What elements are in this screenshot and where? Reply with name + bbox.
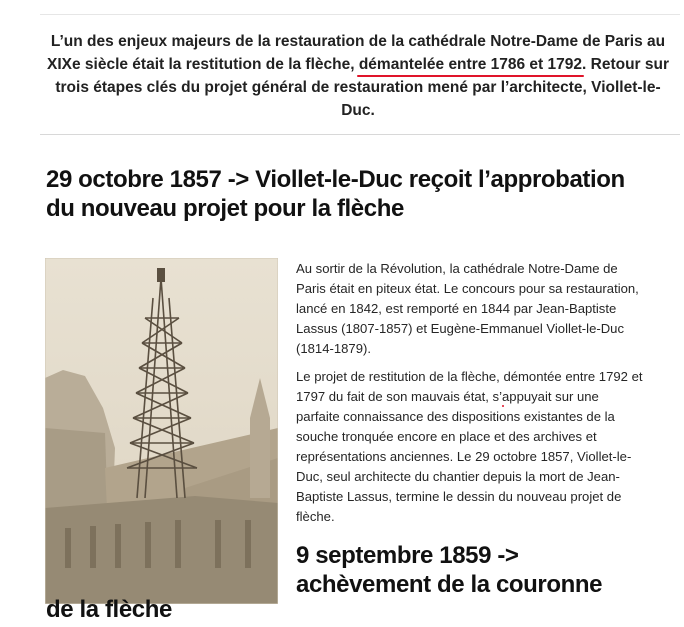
intro-part1: L’un des enjeux majeurs de la restauration de la cathédrale Notre-Dame de Paris au XIXe siècle était la restitution de la flèche, — [47, 33, 666, 73]
spire-scaffolding-photo — [45, 258, 278, 604]
intro-lead — [44, 30, 672, 122]
intro-highlight: démantelée entre 1786 et 1792 — [358, 56, 583, 73]
section-heading-1857: 29 octobre 1857 -> Viollet-le-Duc reçoit l’approbation du nouveau projet pour la flèche — [46, 166, 625, 222]
paragraph-2 — [296, 367, 644, 527]
spire-photo-illustration — [45, 258, 278, 604]
paragraph-2-before: Le projet de restitution de la flèche, — [296, 369, 504, 384]
top-divider — [40, 14, 680, 15]
intro-divider — [40, 134, 680, 135]
section-heading-1859-line2: de la flèche — [46, 596, 172, 623]
paragraph-2-highlight: démontée entre 1792 et 1797 — [296, 369, 643, 404]
paragraph-2-after: du fait de son mauvais état, s’appuyait sur une parfaite connaissance des dispositions existantes de la souche tronquée encore en place et des archives et représentations anciennes. Le 29 octobre 1857, Viollet-le-Duc, seul architecte du chantier depuis la mort de Jean-Baptiste Lassus, termine le dessin du nouveau projet de flèche. — [296, 389, 632, 524]
paragraph-1: Au sortir de la Révolution, la cathédrale Notre-Dame de Paris était en piteux état. Le concours pour sa restauration, lancé en 1842, est remporté en 1844 par Jean-Baptiste Lassus (1807-1857) et Eugène-Emmanuel Viollet-le-Duc (1814-1879). — [296, 261, 639, 356]
section-heading-1859-line1: 9 septembre 1859 -> achèvement de la couronne — [296, 542, 603, 598]
article-body — [296, 259, 644, 535]
intro-part2: . Retour sur trois étapes clés du projet général de restauration mené par l’architecte, Viollet-le-Duc. — [55, 56, 669, 119]
